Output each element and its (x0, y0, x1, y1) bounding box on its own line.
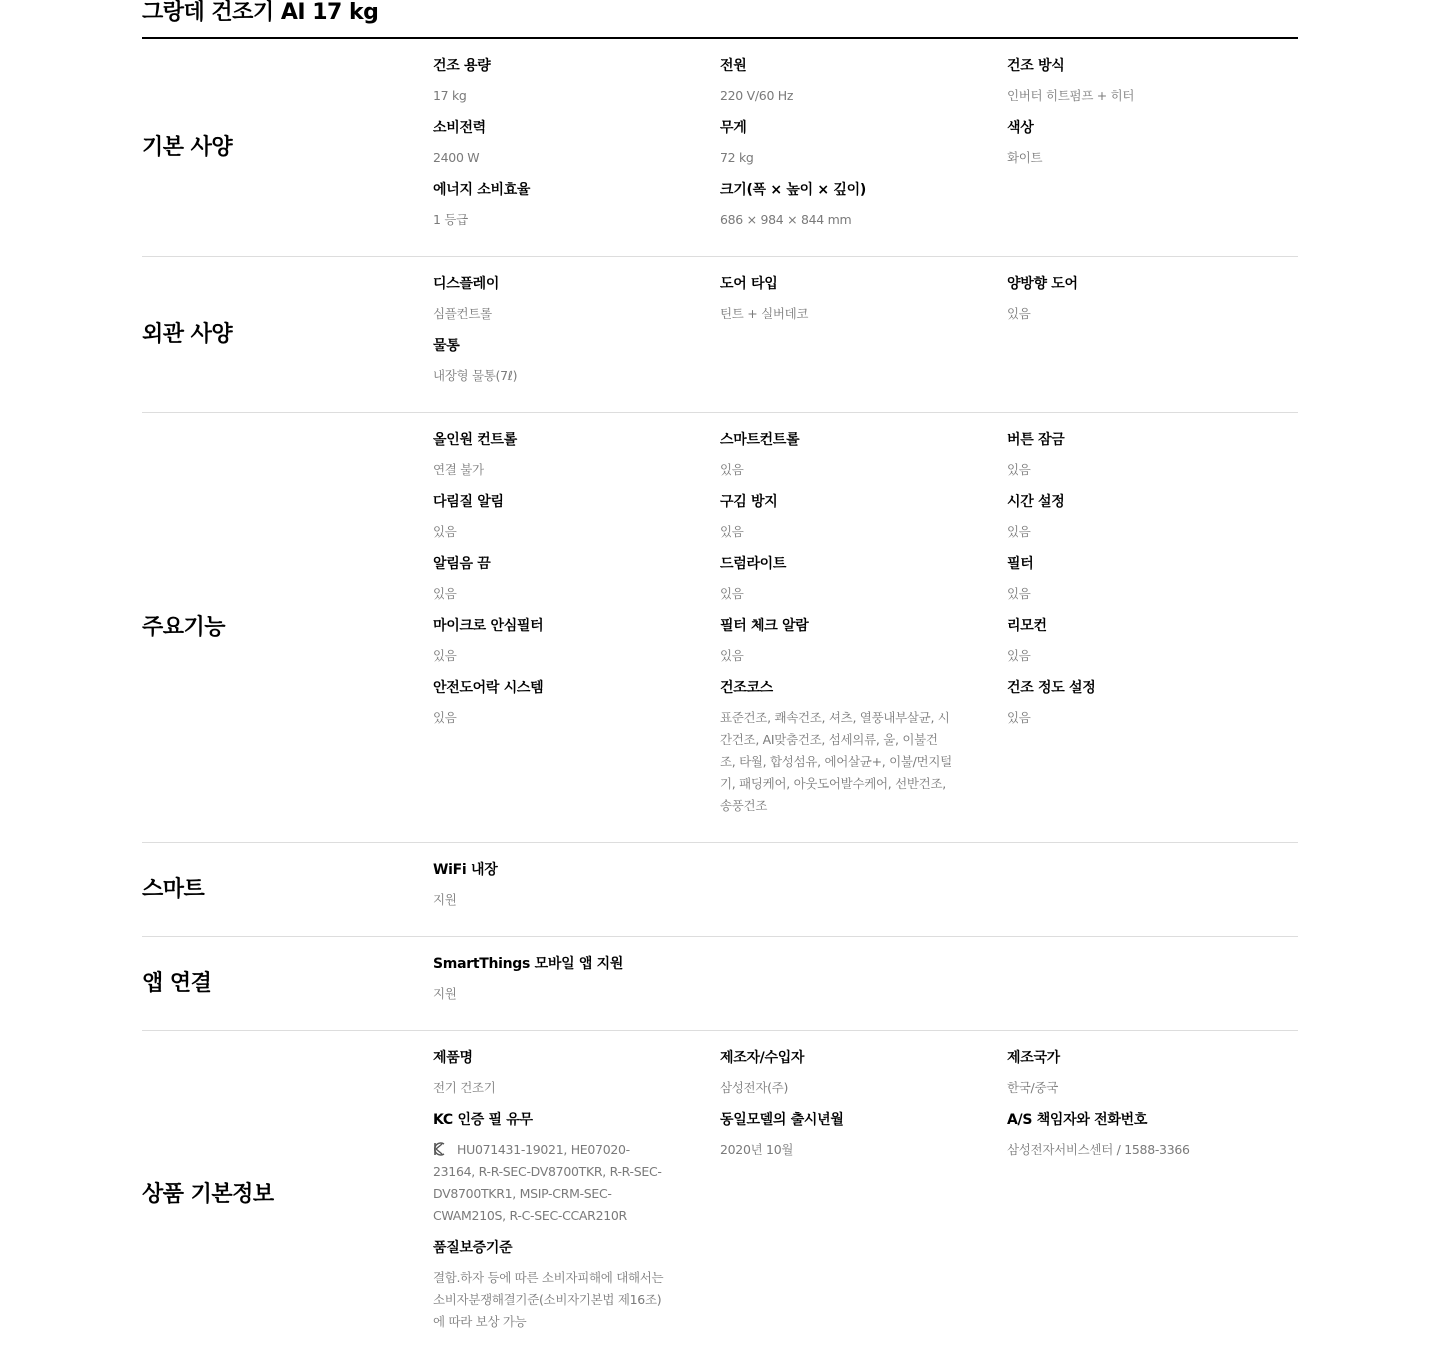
spec-name: 다림질 알림 (433, 494, 504, 510)
spec-name: 색상 (1007, 120, 1034, 136)
spec-value: 인버터 히트펌프 + 히터 (1007, 88, 1135, 103)
spec-item (720, 1048, 1007, 1110)
spec-value: 2020년 10월 (720, 1142, 794, 1157)
spec-item (1007, 118, 1294, 180)
spec-value: 686 × 984 × 844 mm (720, 212, 852, 227)
spec-grid (433, 1031, 1298, 1358)
spec-item (720, 274, 1007, 336)
spec-item (433, 616, 720, 678)
spec-item (1007, 274, 1294, 336)
spec-name: 버튼 잠금 (1007, 432, 1065, 448)
spec-name: 디스플레이 (433, 276, 500, 292)
spec-name: 알림음 끔 (433, 556, 491, 572)
spec-section-key-features (142, 413, 1298, 843)
spec-name: 제품명 (433, 1050, 473, 1066)
spec-item (433, 860, 720, 922)
spec-name: 제조국가 (1007, 1050, 1060, 1066)
spec-value: 있음 (720, 462, 744, 477)
spec-item (1007, 56, 1294, 118)
spec-value: 삼성전자(주) (720, 1080, 789, 1095)
spec-name: 필터 체크 알람 (720, 618, 809, 634)
spec-name: SmartThings 모바일 앱 지원 (433, 956, 624, 972)
spec-value: 표준건조, 쾌속건조, 셔츠, 열풍내부살균, 시간건조, AI맞춤건조, 섬세의류, 울, 이불건조, 타월, 합성섬유, 에어살균+, 이불/먼지털기, 패딩케어, 아웃도어발수케어, 선반건조, 송풍건조 (720, 710, 952, 813)
spec-name: 시간 설정 (1007, 494, 1065, 510)
spec-value: 화이트 (1007, 150, 1043, 165)
spec-name: 크기(폭 × 높이 × 깊이) (720, 182, 866, 198)
spec-name: 도어 타입 (720, 276, 778, 292)
spec-section-basic-specs (142, 39, 1298, 257)
spec-value: 결함.하자 등에 따른 소비자피해에 대해서는 소비자분쟁해결기준(소비자기본법 제16조)에 따라 보상 가능 (433, 1270, 664, 1329)
spec-name: 건조 방식 (1007, 58, 1065, 74)
spec-section-smart (142, 843, 1298, 937)
spec-grid (433, 257, 1298, 412)
spec-name: 건조 용량 (433, 58, 491, 74)
spec-grid (433, 39, 1298, 256)
spec-item (720, 554, 1007, 616)
spec-name: 건조코스 (720, 680, 773, 696)
spec-item (720, 616, 1007, 678)
spec-value: 삼성전자서비스센터 / 1588-3366 (1007, 1142, 1190, 1157)
spec-value: 있음 (1007, 648, 1031, 663)
spec-item (433, 118, 720, 180)
spec-name: WiFi 내장 (433, 862, 498, 878)
spec-item (433, 274, 720, 336)
spec-item (720, 180, 1007, 242)
spec-name: 올인원 컨트롤 (433, 432, 517, 448)
spec-item (433, 954, 720, 1016)
spec-name: 품질보증기준 (433, 1240, 513, 1256)
spec-value: 심플컨트롤 (433, 306, 492, 321)
spec-value-text: HU071431-19021, HE07020-23164, R-R-SEC-DV8700TKR, R-R-SEC-DV8700TKR1, MSIP-CRM-SEC-CWAM210S, R-C-SEC-CCAR210R (433, 1142, 662, 1223)
spec-value: 지원 (433, 892, 457, 907)
spec-item (1007, 492, 1294, 554)
spec-item (1007, 554, 1294, 616)
spec-item (720, 1110, 1007, 1238)
spec-value: 연결 불가 (433, 462, 484, 477)
spec-item (1007, 430, 1294, 492)
spec-item (433, 554, 720, 616)
section-title: 외관 사양 (142, 321, 233, 347)
spec-grid (433, 413, 1298, 842)
product-title: 그랑데 건조기 AI 17 kg (142, 0, 1298, 39)
spec-item (433, 336, 720, 398)
spec-name: 동일모델의 출시년월 (720, 1112, 844, 1128)
spec-section-exterior-specs (142, 257, 1298, 413)
spec-item (720, 118, 1007, 180)
spec-item (720, 678, 1007, 828)
spec-name: 마이크로 안심필터 (433, 618, 544, 634)
spec-value: 전기 건조기 (433, 1080, 496, 1095)
spec-value: 220 V/60 Hz (720, 88, 794, 103)
spec-value: 있음 (1007, 462, 1031, 477)
spec-item (720, 492, 1007, 554)
spec-grid (433, 937, 1298, 1030)
spec-item (1007, 678, 1294, 828)
spec-item (1007, 1110, 1294, 1238)
spec-grid (433, 843, 1298, 936)
spec-value: 있음 (720, 648, 744, 663)
spec-value: 있음 (433, 648, 457, 663)
spec-section-product-basic-info (142, 1031, 1298, 1358)
spec-value: 있음 (720, 524, 744, 539)
spec-item (1007, 1048, 1294, 1110)
spec-name: 전원 (720, 58, 747, 74)
spec-page (142, 0, 1298, 1358)
section-title: 주요기능 (142, 614, 226, 640)
spec-value: 있음 (433, 710, 457, 725)
spec-name: 양방향 도어 (1007, 276, 1078, 292)
spec-value: 있음 (720, 586, 744, 601)
spec-item (433, 180, 720, 242)
spec-name: 구김 방지 (720, 494, 778, 510)
spec-name: 안전도어락 시스템 (433, 680, 544, 696)
spec-item (720, 56, 1007, 118)
spec-value: 있음 (1007, 710, 1031, 725)
spec-name: 소비전력 (433, 120, 486, 136)
spec-value: 있음 (433, 586, 457, 601)
spec-value: 72 kg (720, 150, 754, 165)
spec-name: 무게 (720, 120, 747, 136)
kc-certification-icon (433, 1142, 447, 1156)
section-title: 기본 사양 (142, 134, 233, 160)
spec-section-app-connection (142, 937, 1298, 1031)
spec-name: A/S 책임자와 전화번호 (1007, 1112, 1148, 1128)
spec-name: 에너지 소비효율 (433, 182, 531, 198)
spec-value: 17 kg (433, 88, 467, 103)
section-title: 상품 기본정보 (142, 1181, 274, 1207)
section-title: 스마트 (142, 876, 205, 902)
spec-value: 있음 (1007, 586, 1031, 601)
spec-name: 리모컨 (1007, 618, 1047, 634)
spec-value: 지원 (433, 986, 457, 1001)
spec-value: 한국/중국 (1007, 1080, 1059, 1095)
spec-value: 있음 (1007, 524, 1031, 539)
spec-sections (142, 39, 1298, 1358)
spec-value: 내장형 물통(7ℓ) (433, 368, 518, 383)
spec-item (1007, 616, 1294, 678)
spec-value: 1 등급 (433, 212, 468, 227)
spec-item (433, 678, 720, 828)
spec-name: 제조자/수입자 (720, 1050, 805, 1066)
spec-item (433, 1048, 720, 1110)
spec-value (433, 1139, 665, 1227)
spec-name: KC 인증 필 유무 (433, 1112, 533, 1128)
spec-name: 건조 정도 설정 (1007, 680, 1096, 696)
spec-value: 있음 (1007, 306, 1031, 321)
spec-item (433, 430, 720, 492)
spec-value: 틴트 + 실버데코 (720, 306, 809, 321)
spec-name: 필터 (1007, 556, 1034, 572)
spec-item (433, 56, 720, 118)
spec-item (433, 1238, 720, 1344)
spec-value: 2400 W (433, 150, 480, 165)
spec-value: 있음 (433, 524, 457, 539)
spec-item (720, 430, 1007, 492)
section-title: 앱 연결 (142, 970, 212, 996)
spec-name: 드럼라이트 (720, 556, 787, 572)
spec-name: 물통 (433, 338, 460, 354)
spec-name: 스마트컨트롤 (720, 432, 800, 448)
spec-item (433, 492, 720, 554)
spec-item (433, 1110, 720, 1238)
